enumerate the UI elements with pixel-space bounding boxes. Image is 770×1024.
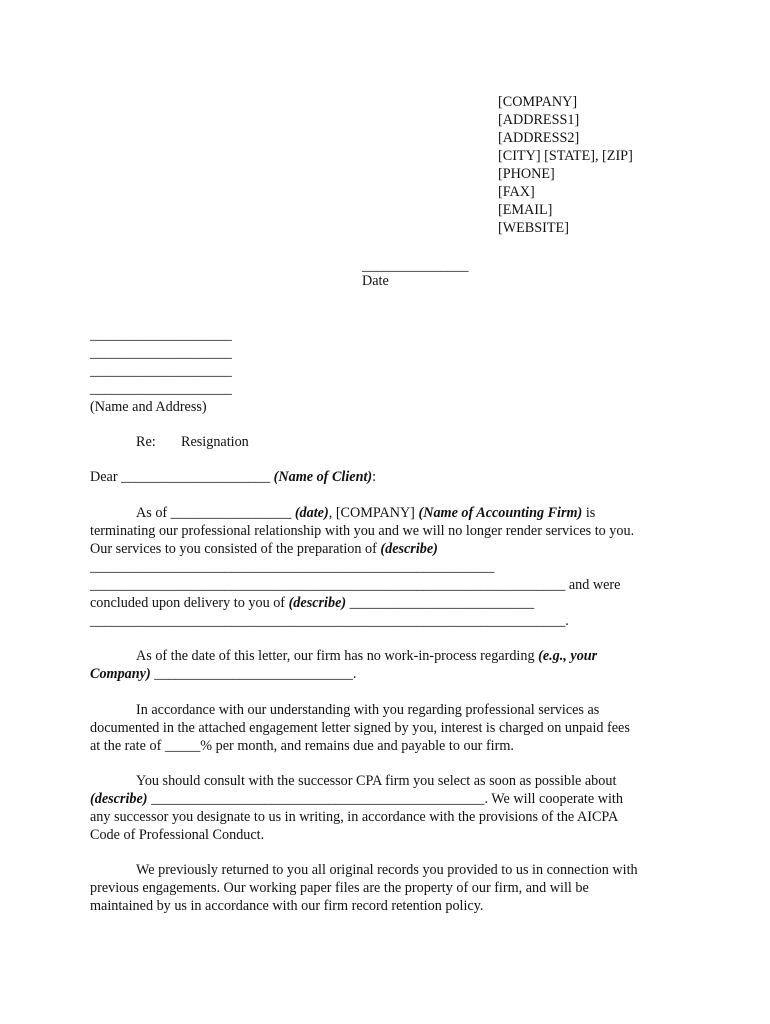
paragraph-fees: In accordance with our understanding with you regarding professional services as documented in the attached engagement letter signed by you, interest is charged on unpaid fees at the rate of _____% per month, and remains due and payable to our firm. (90, 702, 630, 754)
address1: [ADDRESS1] (498, 112, 580, 128)
recipient-line: ____________________ (90, 327, 232, 343)
paragraph-services: As of _________________ (date), [COMPANY] (Name of Accounting Firm) is terminating our professional relationship with you and we will no longer render services to you. Our services to you consisted of the preparation of (describe) _________________________________________________________ ___________________________________________________________________ and were concluded upon delivery to you of (describe) __________________________ ___________________________________________________________________. (90, 505, 635, 629)
email: [EMAIL] (498, 202, 553, 218)
re-subject: Resignation (181, 434, 249, 450)
recipient-block (90, 326, 232, 416)
phone: [PHONE] (498, 166, 555, 182)
website: [WEBSITE] (498, 220, 569, 236)
recipient-line: ____________________ (90, 381, 232, 397)
paragraph-records: We previously returned to you all original records you provided to us in connection with previous engagements. Our working paper files are the property of our firm, and will be maintained by us in accordance with our firm record retention policy. (90, 862, 638, 914)
date-label: Date (362, 273, 389, 289)
re-label: Re: (136, 434, 156, 450)
salutation (90, 468, 376, 486)
recipient-line: ____________________ (90, 345, 232, 361)
company-name: [COMPANY] (498, 94, 578, 110)
address2: [ADDRESS2] (498, 130, 580, 146)
paragraph-work-in-process: As of the date of this letter, our firm has no work-in-process regarding (e.g., your Company) ____________________________. (90, 648, 598, 682)
city-state-zip: [CITY] [STATE], [ZIP] (498, 148, 633, 164)
paragraph-successor: You should consult with the successor CPA firm you select as soon as possible about (describe) _______________________________________________. We will cooperate with any successor you designate to us in writing, in accordance with the provisions of the AICPA Code of Professional Conduct. (90, 773, 623, 843)
letterhead (498, 93, 633, 237)
fax: [FAX] (498, 184, 535, 200)
recipient-caption: (Name and Address) (90, 399, 207, 415)
date-blank: _______________ (362, 258, 469, 274)
recipient-line: ____________________ (90, 363, 232, 379)
salutation-prefix: Dear _____________________ (90, 469, 274, 485)
re-line (136, 433, 249, 451)
salutation-hint: (Name of Client) (273, 469, 373, 485)
salutation-suffix: : (372, 469, 377, 485)
